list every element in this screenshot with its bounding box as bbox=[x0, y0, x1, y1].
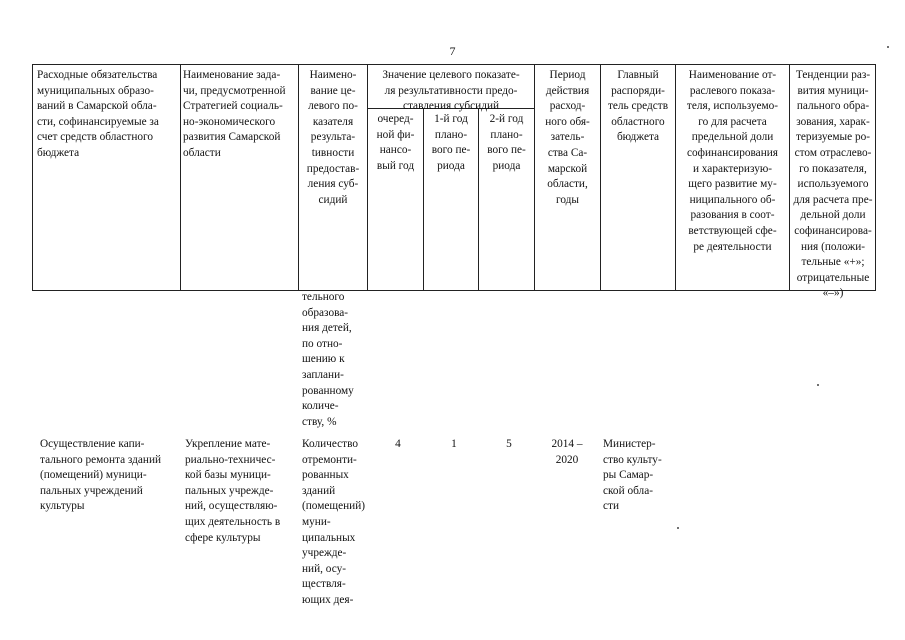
scan-speck bbox=[887, 46, 889, 48]
header-plan-year-1: 1-й год плано- вого пе- риода bbox=[431, 113, 471, 172]
row-indicator: Количество отремонти- рованных зданий (помещений) муни- ципальных учрежде- ний, осу- ществля- ющих дея- bbox=[302, 438, 366, 606]
header-expenditure-obligations: Расходные обязательства муниципальных образо- ваний в Самарской обла- сти, софинансируемые за счет средств областного бюджета bbox=[37, 69, 159, 159]
row-plan-year-2-value: 5 bbox=[506, 438, 512, 450]
scan-speck bbox=[677, 527, 679, 529]
row-period: 2014 – 2020 bbox=[551, 438, 583, 466]
header-indicator-value-group: Значение целевого показате- ля результативности предо- ставления субсидий bbox=[382, 69, 520, 113]
header-development-trends: Тенденции раз- вития муници- пального обра- зования, харак- теризуемые ро- стом отраслево- го показателя, используемого для расчета пре- дельной доли софинансирова- ния (положи- тельные «+»; отрицательные «–») bbox=[793, 69, 873, 300]
header-task-name: Наименование зада- чи, предусмотренной Стратегией социаль- но-экономического развития Самарской области bbox=[183, 69, 286, 159]
row-plan-year-1-value: 1 bbox=[451, 438, 457, 450]
indicator-continuation: тельного образова- ния детей, по отно- шению к заплани- рованному количе- ству, % bbox=[302, 291, 354, 428]
header-plan-year-2: 2-й год плано- вого пе- риода bbox=[487, 113, 526, 172]
row-task: Укрепление мате- риально-техничес- кой базы муници- пальных учрежде- ний, осуществляю- щих деятельность в сфере культуры bbox=[185, 438, 281, 544]
header-budget-administrator: Главный распоряди- тель средств областного бюджета bbox=[607, 69, 669, 144]
table-header bbox=[32, 64, 876, 300]
page-number: 7 bbox=[449, 44, 456, 58]
row-administrator: Министер- ство культу- ры Самар- ской обла- сти bbox=[603, 438, 662, 513]
scan-speck bbox=[817, 384, 819, 386]
column-divider bbox=[180, 65, 181, 290]
header-target-indicator: Наимено- вание це- левого по- казателя результа- tивности предостав- ления суб- сидий bbox=[306, 69, 360, 206]
header-sector-indicator: Наименование от- раслевого показа- теля, используемо- го для расчета предельной доли софинансирования и характеризую- щего развитие му- ниципального об- разования в соот- ветствующей сфе- ре деятельности bbox=[686, 69, 779, 253]
header-period: Период действия расход- ного обя- затель- ства Са- марской области, годы bbox=[545, 69, 590, 206]
row-current-year-value: 4 bbox=[395, 438, 401, 450]
header-current-year: очеред- ной фи- нансо- вый год bbox=[376, 113, 415, 172]
row-obligation: Осуществление капи- тального ремонта зданий (помещений) муници- пальных учреждений культуры bbox=[40, 438, 162, 513]
